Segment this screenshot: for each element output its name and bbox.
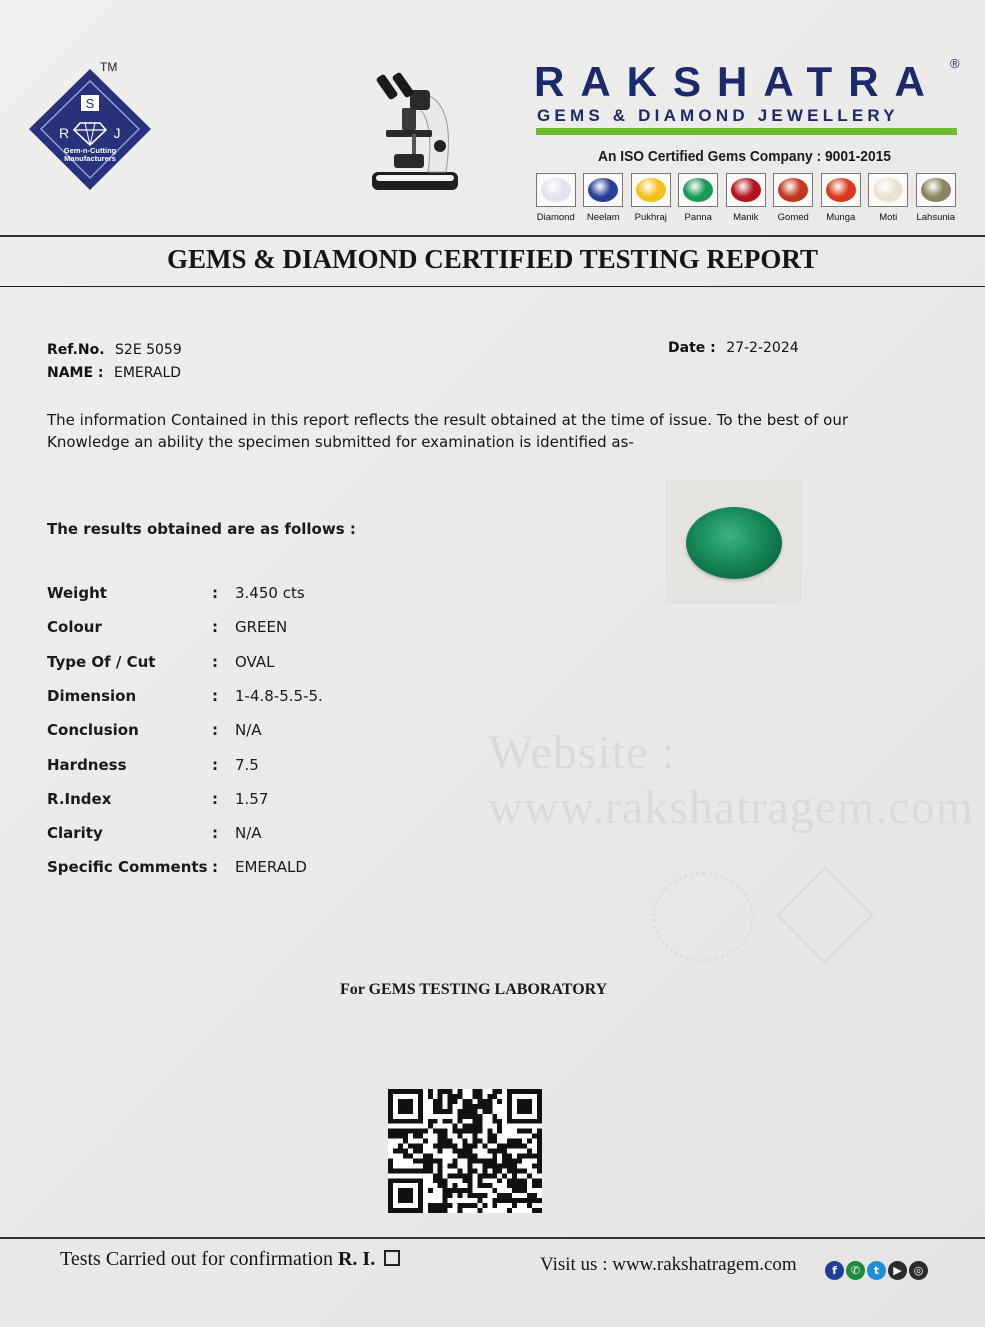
name-value: EMERALD [113, 365, 182, 381]
gem-moti [865, 173, 913, 223]
result-separator: : [212, 824, 218, 843]
brand-subtitle: GEMS & DIAMOND JEWELLERY [537, 106, 899, 125]
result-label: Colour [47, 618, 102, 637]
tests-confirmation [60, 1248, 400, 1271]
result-separator: : [212, 789, 218, 808]
result-separator: : [212, 584, 218, 602]
result-row-specific-comments [47, 858, 447, 888]
gem-lahsunia [912, 173, 960, 223]
logo-letter-j: J [113, 125, 121, 141]
ref-label: Ref.No. [47, 342, 105, 358]
result-label: Type Of / Cut [47, 652, 156, 671]
lab-signature-line: For GEMS TESTING LABORATORY [340, 981, 608, 998]
gem-stone-icon [826, 178, 856, 202]
microscope-icon [362, 72, 462, 194]
tests-text: Tests Carried out for confirmation [60, 1248, 333, 1270]
brand-underline [536, 128, 957, 135]
result-label: Conclusion [47, 721, 139, 740]
ref-value: S2E 5059 [115, 342, 182, 358]
date-line [668, 340, 799, 356]
result-label: Weight [47, 584, 107, 602]
logo-tagline: Gem-n-Cutting Manufacturers [63, 147, 117, 163]
result-separator: : [212, 618, 218, 637]
twitter-icon[interactable]: t [867, 1261, 886, 1280]
instagram-icon[interactable]: ◎ [909, 1261, 928, 1280]
iso-certification: An ISO Certified Gems Company : 9001-2015 [598, 148, 891, 165]
qr-code [388, 1089, 542, 1213]
social-icons [825, 1261, 928, 1280]
gem-label: Panna [684, 212, 712, 223]
result-value: OVAL [235, 652, 275, 671]
footer-divider [0, 1237, 985, 1239]
result-value: 3.450 cts [235, 584, 305, 602]
result-value: N/A [235, 824, 262, 843]
registered-mark: ® [950, 56, 960, 71]
watermark-website: Website : www.rakshatragem.com [488, 726, 975, 834]
gem-stone-icon [731, 178, 761, 202]
result-separator: : [212, 858, 218, 877]
result-row-r-index [47, 790, 447, 820]
gem-label: Gomed [777, 212, 809, 223]
name-line [47, 365, 181, 381]
gem-stone-icon [873, 178, 903, 202]
whatsapp-icon[interactable]: ✆ [846, 1261, 865, 1280]
gem-label: Lahsunia [916, 212, 956, 223]
result-row-conclusion [47, 721, 447, 751]
result-label: Clarity [47, 824, 103, 843]
result-row-type-of-cut [47, 653, 447, 683]
watermark-seal [652, 872, 754, 962]
report-title: GEMS & DIAMOND CERTIFIED TESTING REPORT [167, 244, 818, 274]
name-label: NAME : [47, 365, 104, 381]
gem-stone-icon [683, 178, 713, 202]
logo-letter-r: R [58, 125, 70, 141]
tests-ri: R. I. [337, 1248, 376, 1270]
result-separator: : [212, 755, 218, 774]
gem-swatch [583, 173, 623, 207]
watermark-diamond [776, 866, 875, 965]
result-label: Specific Comments [47, 858, 208, 877]
result-row-colour [47, 618, 447, 648]
result-value: GREEN [235, 618, 288, 637]
gem-stone-icon [921, 178, 951, 202]
gem-label: Pukhraj [634, 212, 667, 223]
gem-swatch [868, 173, 908, 207]
title-divider [0, 286, 985, 287]
result-value: 7.5 [235, 755, 259, 774]
gem-swatch [536, 173, 576, 207]
gem-label: Munga [826, 212, 856, 223]
gem-munga [817, 173, 865, 223]
gem-swatch [678, 173, 718, 207]
gem-strip [532, 173, 962, 223]
gem-stone-icon [778, 178, 808, 202]
gem-swatch [773, 173, 813, 207]
ref-number [47, 342, 182, 358]
gem-swatch [916, 173, 956, 207]
gem-label: Manik [733, 212, 759, 223]
result-value: 1-4.8-5.5-5. [235, 686, 323, 705]
date-value: 27-2-2024 [726, 340, 799, 356]
result-label: Hardness [47, 755, 127, 774]
gem-stone-icon [588, 178, 618, 202]
results-heading: The results obtained are as follows : [47, 520, 356, 538]
gem-pukhraj [627, 173, 675, 223]
result-separator: : [212, 686, 218, 705]
result-label: R.Index [47, 789, 112, 808]
intro-paragraph: The information Contained in this report reflects the result obtained at the time of issue. To the best of our Knowledge an ability the specimen submitted for examination is identified as- [47, 411, 849, 451]
date-label: Date : [668, 340, 716, 356]
visit-website: Visit us : www.rakshatragem.com [540, 1254, 797, 1275]
gem-gomed [770, 173, 818, 223]
brand-name: RAKSHATRA [534, 58, 941, 105]
facebook-icon[interactable]: f [825, 1261, 844, 1280]
gem-swatch [726, 173, 766, 207]
gem-label: Diamond [536, 212, 575, 223]
gem-panna [675, 173, 723, 223]
logo-letter-s: S [85, 96, 95, 111]
result-row-clarity [47, 824, 447, 854]
gem-diamond [532, 173, 580, 223]
gem-neelam [580, 173, 628, 223]
gem-swatch [821, 173, 861, 207]
result-value: 1.57 [235, 789, 269, 808]
gem-stone-icon [636, 178, 666, 202]
gem-stone-icon [541, 178, 571, 202]
checkbox-icon [384, 1250, 400, 1266]
result-row-weight [47, 584, 447, 614]
result-separator: : [212, 652, 218, 671]
trademark-mark: TM [100, 60, 118, 74]
result-separator: : [212, 721, 218, 740]
gem-swatch [631, 173, 671, 207]
youtube-icon[interactable]: ▶ [888, 1261, 907, 1280]
gem-label: Moti [879, 212, 898, 223]
gem-manik [722, 173, 770, 223]
srj-logo [28, 67, 153, 192]
result-value: N/A [235, 721, 262, 740]
result-label: Dimension [47, 686, 137, 705]
result-value: EMERALD [235, 858, 307, 877]
gem-label: Neelam [586, 212, 620, 223]
result-row-hardness [47, 756, 447, 786]
emerald-specimen-image [686, 507, 782, 579]
header-divider [0, 235, 985, 237]
result-row-dimension [47, 687, 447, 717]
